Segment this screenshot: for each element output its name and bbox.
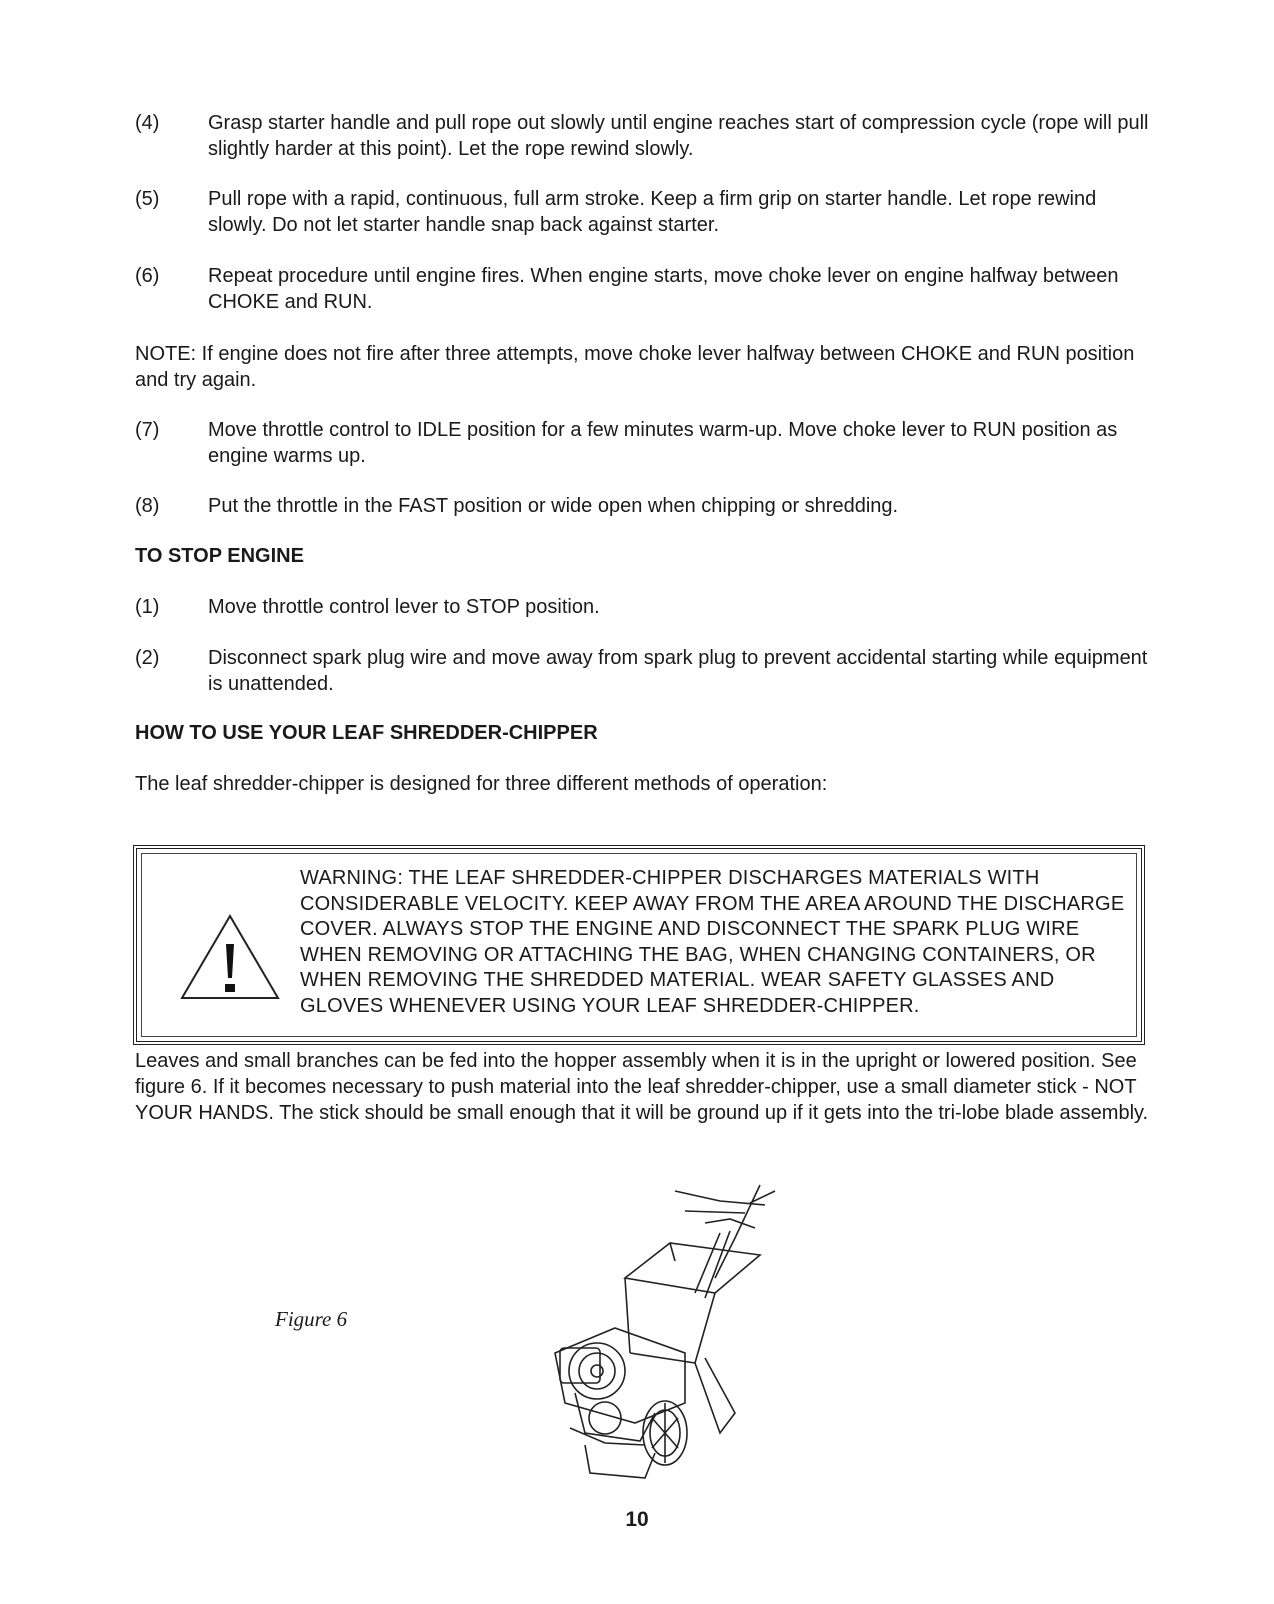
step-4 — [135, 110, 1155, 162]
page-number: 10 — [625, 1508, 649, 1531]
step-text: Pull rope with a rapid, continuous, full arm stroke. Keep a firm grip on starter handle. Let rope rewind slowly. Do not let starter handle snap back against starter. — [208, 188, 1097, 236]
figure-caption: Figure 6 — [275, 1307, 348, 1331]
warning-text: WARNING: THE LEAF SHREDDER-CHIPPER DISCHARGES MATERIALS WITH CONSIDERABLE VELOCITY. KEEP AWAY FROM THE AREA AROUND THE DISCHARGE COVER. ALWAYS STOP THE ENGINE AND DISCONNECT THE SPARK PLUG WIRE WHEN REMOVING OR ATTACHING THE BAG, WHEN CHANGING CONTAINERS, OR WHEN REMOVING THE SHREDDED MATERIAL. WEAR SAFETY GLASSES AND GLOVES WHENEVER USING YOUR LEAF SHREDDER-CHIPPER. — [300, 867, 1125, 1017]
shredder-chipper-illustration — [545, 1183, 805, 1493]
step-number: (2) — [135, 647, 160, 669]
how-to-use-heading: HOW TO USE YOUR LEAF SHREDDER-CHIPPER — [135, 722, 598, 744]
step-text: Move throttle control to IDLE position for a few minutes warm-up. Move choke lever to RUN position as engine warms up. — [208, 419, 1118, 467]
step-number: (8) — [135, 495, 160, 517]
step-number: (4) — [135, 112, 160, 134]
step-8 — [135, 493, 1155, 519]
step-text: Move throttle control lever to STOP position. — [208, 596, 600, 618]
step-5 — [135, 186, 1155, 238]
step-number: (1) — [135, 596, 160, 618]
stop-engine-heading: TO STOP ENGINE — [135, 545, 304, 567]
step-text: Grasp starter handle and pull rope out slowly until engine reaches start of compression cycle (rope will pull slightly harder at this point). Let the rope rewind slowly. — [208, 112, 1149, 160]
warning-triangle-icon — [180, 914, 280, 1002]
stop-step-1 — [135, 594, 1155, 620]
warning-inner-border — [141, 853, 1137, 1037]
stop-step-2 — [135, 645, 1155, 697]
step-text: Disconnect spark plug wire and move away from spark plug to prevent accidental starting while equipment is unattended. — [208, 647, 1148, 695]
use-intro: The leaf shredder-chipper is designed for three different methods of operation: — [135, 773, 828, 795]
step-text: Repeat procedure until engine fires. When engine starts, move choke lever on engine halfway between CHOKE and RUN. — [208, 265, 1119, 313]
note-text: NOTE: If engine does not fire after three attempts, move choke lever halfway between CHOKE and RUN position and try again. — [135, 343, 1135, 391]
warning-box — [133, 845, 1145, 1045]
step-6 — [135, 263, 1155, 315]
step-text: Put the throttle in the FAST position or wide open when chipping or shredding. — [208, 495, 899, 517]
step-number: (7) — [135, 419, 160, 441]
body-paragraph: Leaves and small branches can be fed into the hopper assembly when it is in the upright or lowered position. See figure 6. If it becomes necessary to push material into the leaf shredder-chipper, use a small diameter stick - NOT YOUR HANDS. The stick should be small enough that it will be ground up if it gets into the tri-lobe blade assembly. — [135, 1050, 1149, 1124]
step-7 — [135, 417, 1155, 469]
step-number: (6) — [135, 265, 160, 287]
step-number: (5) — [135, 188, 160, 210]
